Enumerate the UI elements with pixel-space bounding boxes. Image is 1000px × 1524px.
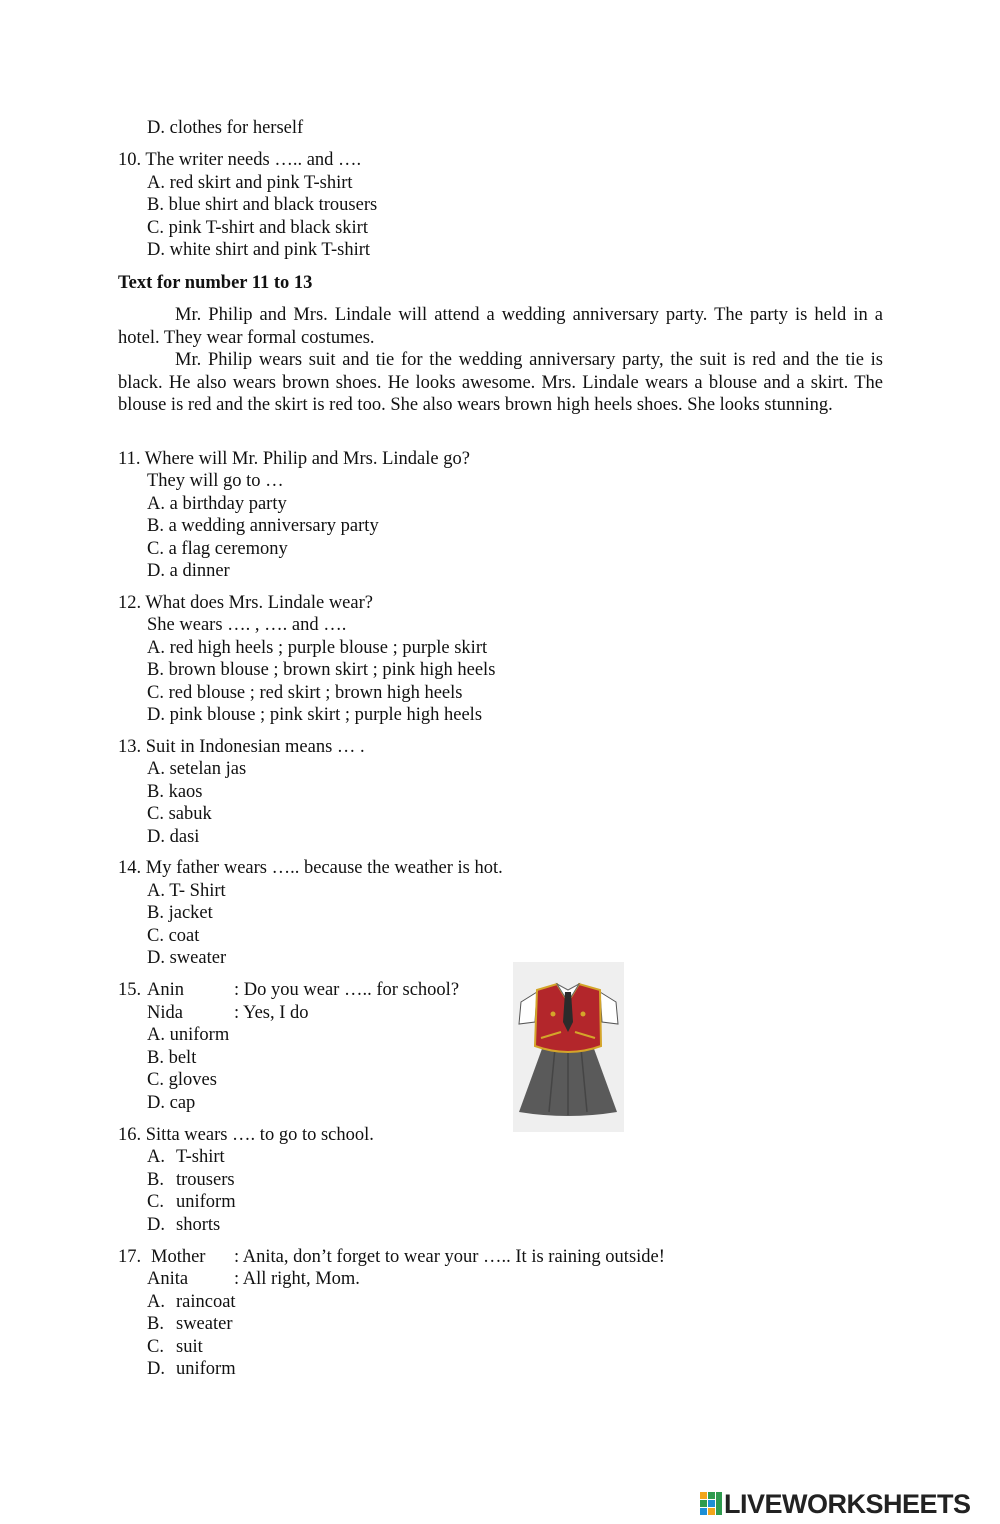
q13-option-d: D. dasi — [147, 827, 200, 847]
q16-option-a: A. T-shirt — [147, 1147, 225, 1167]
q10-option-b: B. blue shirt and black trousers — [147, 195, 378, 215]
q15-dialogue-line-1 — [147, 979, 459, 1002]
q14-option-b: B. jacket — [147, 903, 213, 923]
q10-option-c: C. pink T-shirt and black skirt — [147, 218, 368, 238]
q12-option-d: D. pink blouse ; pink skirt ; purple high heels — [147, 705, 483, 725]
q17-dialogue-line-1 — [151, 1246, 665, 1269]
q13-question: 13. Suit in Indonesian means … . — [118, 737, 365, 757]
liveworksheets-logo[interactable] — [700, 1489, 971, 1519]
q10-option-a: A. red skirt and pink T-shirt — [147, 173, 353, 193]
q17-option-a: A. raincoat — [147, 1292, 236, 1312]
q17-speaker-2: Anita — [147, 1269, 189, 1289]
q10-option-d: D. white shirt and pink T-shirt — [147, 240, 371, 260]
text-heading: Text for number 11 to 13 — [118, 273, 313, 293]
q15-dialogue-line-2 — [147, 1002, 309, 1025]
school-uniform-illustration — [513, 962, 624, 1132]
q11-option-d: D. a dinner — [147, 561, 230, 581]
q13-option-a: A. setelan jas — [147, 759, 247, 779]
q13-option-c: C. sabuk — [147, 804, 212, 824]
q17-line-2: : All right, Mom. — [234, 1269, 360, 1289]
q10-question: 10. The writer needs ….. and …. — [118, 150, 362, 170]
q15-option-a: A. uniform — [147, 1025, 230, 1045]
q14-option-d: D. sweater — [147, 948, 227, 968]
q16-option-c: C. uniform — [147, 1192, 236, 1212]
q15-option-c: C. gloves — [147, 1070, 217, 1090]
q11-option-c: C. a flag ceremony — [147, 539, 288, 559]
school-uniform-image — [513, 962, 624, 1132]
q11-question: 11. Where will Mr. Philip and Mrs. Lindale go? — [118, 449, 470, 469]
q12-stem: She wears …. , …. and …. — [147, 615, 347, 635]
q15-line-2: : Yes, I do — [234, 1003, 309, 1023]
q14-option-a: A. T- Shirt — [147, 881, 226, 901]
q15-number: 15. — [118, 980, 142, 1000]
q16-option-b: B. trousers — [147, 1170, 235, 1190]
q12-option-a: A. red high heels ; purple blouse ; purple skirt — [147, 638, 488, 658]
q16-option-d: D. shorts — [147, 1215, 221, 1235]
liveworksheets-logo-text: LIVEWORKSHEETS — [724, 1488, 971, 1519]
q15-option-d: D. cap — [147, 1093, 196, 1113]
q12-question: 12. What does Mrs. Lindale wear? — [118, 593, 373, 613]
q17-option-d: D. uniform — [147, 1359, 236, 1379]
q17-option-b: B. sweater — [147, 1314, 233, 1334]
q17-dialogue-line-2 — [147, 1268, 360, 1291]
q15-speaker-2: Nida — [147, 1003, 183, 1023]
q11-option-b: B. a wedding anniversary party — [147, 516, 379, 536]
q15-option-b: B. belt — [147, 1048, 197, 1068]
q17-option-c: C. suit — [147, 1337, 203, 1357]
q11-option-a: A. a birthday party — [147, 494, 287, 514]
q17-speaker-1: Mother — [151, 1247, 206, 1267]
liveworksheets-logo-icon — [700, 1490, 724, 1518]
q17-number: 17. — [118, 1247, 142, 1267]
q11-stem: They will go to … — [147, 471, 284, 491]
q17-line-1: : Anita, don’t forget to wear your ….. It is raining outside! — [234, 1247, 665, 1267]
q16-question: 16. Sitta wears …. to go to school. — [118, 1125, 374, 1145]
q12-option-c: C. red blouse ; red skirt ; brown high heels — [147, 683, 463, 703]
q15-line-1: : Do you wear ….. for school? — [234, 980, 460, 1000]
q9-option-d: D. clothes for herself — [147, 118, 304, 138]
reading-passage — [118, 304, 883, 417]
q12-option-b: B. brown blouse ; brown skirt ; pink high heels — [147, 660, 496, 680]
reading-paragraph-1: Mr. Philip and Mrs. Lindale will attend a wedding anniversary party. The party is held in a hotel. They wear formal costumes. — [118, 305, 883, 348]
q14-question: 14. My father wears ….. because the weather is hot. — [118, 858, 503, 878]
reading-paragraph-2: Mr. Philip wears suit and tie for the wedding anniversary party, the suit is red and the tie is black. He also wears brown shoes. He looks awesome. Mrs. Lindale wears a blouse and a skirt. The blouse is red and the skirt is red too. She also wears brown high heels shoes. She looks stunning. — [118, 350, 883, 416]
q14-option-c: C. coat — [147, 926, 200, 946]
q13-option-b: B. kaos — [147, 782, 203, 802]
q15-speaker-1: Anin — [147, 980, 184, 1000]
